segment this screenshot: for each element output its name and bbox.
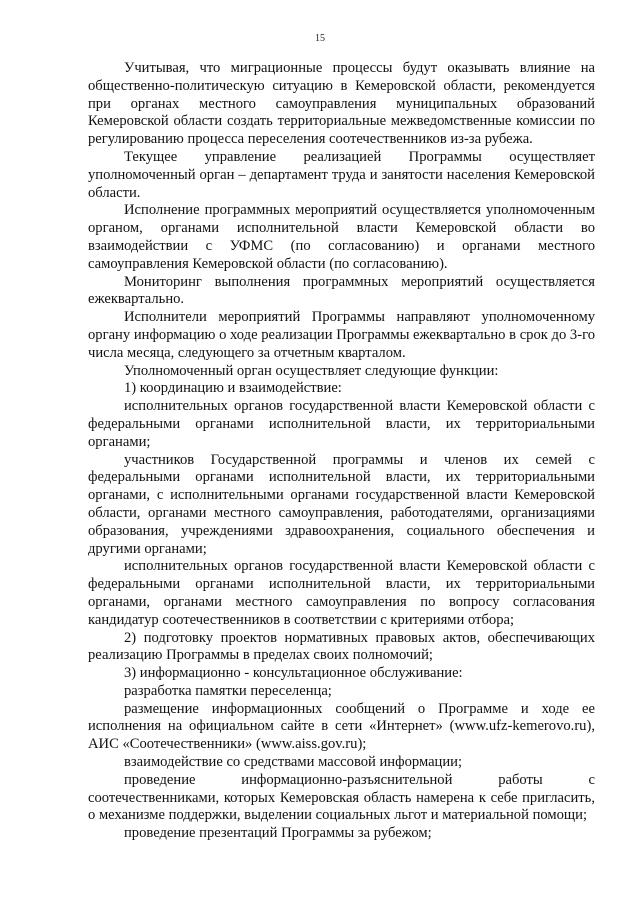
paragraph: исполнительных органов государственной власти Кемеровской области с федеральными органами исполнительной власти, их территориальными органами; bbox=[88, 398, 595, 450]
paragraph: проведение презентаций Программы за рубежом; bbox=[124, 825, 432, 842]
paragraph: участников Государственной программы и членов их семей с федеральными органами исполнительной власти, их территориальными органами, с исполнительными органами государственной власти Кемеровской области, органами местного самоуправления, работодателями, организациями образования, учреждениями здравоохранения, социального обеспечения и другими органами; bbox=[88, 451, 595, 557]
paragraph: разработка памятки переселенца; bbox=[124, 682, 332, 699]
paragraph: проведение информационно-разъяснительной работы с соотечественниками, которых Кемеровская область намерена к себе пригласить, о механизме поддержки, выделении социальных льгот и материальной помощи; bbox=[88, 771, 595, 824]
paragraph: 1) координацию и взаимодействие: bbox=[124, 380, 342, 397]
paragraph: 2) подготовку проектов нормативных правовых актов, обеспечивающих реализацию Программы в пределах своих полномочий; bbox=[88, 629, 595, 664]
paragraph: Исполнители мероприятий Программы направляют уполномоченному органу информацию о ходе реализации Программы ежеквартально в срок до 3-го числа месяца, следующего за отчетным кварталом. bbox=[88, 309, 595, 361]
page-number: 15 bbox=[315, 33, 325, 44]
paragraph: 3) информационно - консультационное обслуживание: bbox=[124, 665, 463, 682]
paragraph: Мониторинг выполнения программных мероприятий осуществляется ежеквартально. bbox=[88, 273, 595, 308]
paragraph: взаимодействие со средствами массовой информации; bbox=[124, 754, 463, 771]
paragraph: Учитывая, что миграционные процессы будут оказывать влияние на общественно-политическую ситуацию в Кемеровской области, рекомендуется при органах местного самоуправления муниципальных образований Кемеровской области создать территориальные межведомственные комиссии по регулированию процесса переселения соотечественников из-за рубежа. bbox=[88, 60, 595, 148]
paragraph: Исполнение программных мероприятий осуществляется уполномоченным органом, органами исполнительной власти Кемеровской области во взаимодействии с УФМС (по согласованию) и органами местного самоуправления Кемеровской области (по согласованию). bbox=[88, 202, 595, 272]
paragraph: Текущее управление реализацией Программы осуществляет уполномоченный орган – департамент труда и занятости населения Кемеровской области. bbox=[88, 148, 595, 201]
paragraph: размещение информационных сообщений о Программе и ходе ее исполнения на официальном сайте в сети «Интернет» (www.ufz-kemerovo.ru), АИС «Соотечественники» (www.aiss.gov.ru); bbox=[88, 700, 595, 753]
paragraph: Уполномоченный орган осуществляет следующие функции: bbox=[124, 362, 499, 379]
paragraph: исполнительных органов государственной власти Кемеровской области с федеральными органами исполнительной власти, их территориальными органами, органами местного самоуправления по вопросу согласования кандидатур соотечественников в соответствии с критериями отбора; bbox=[88, 558, 595, 628]
document-body bbox=[88, 60, 595, 843]
